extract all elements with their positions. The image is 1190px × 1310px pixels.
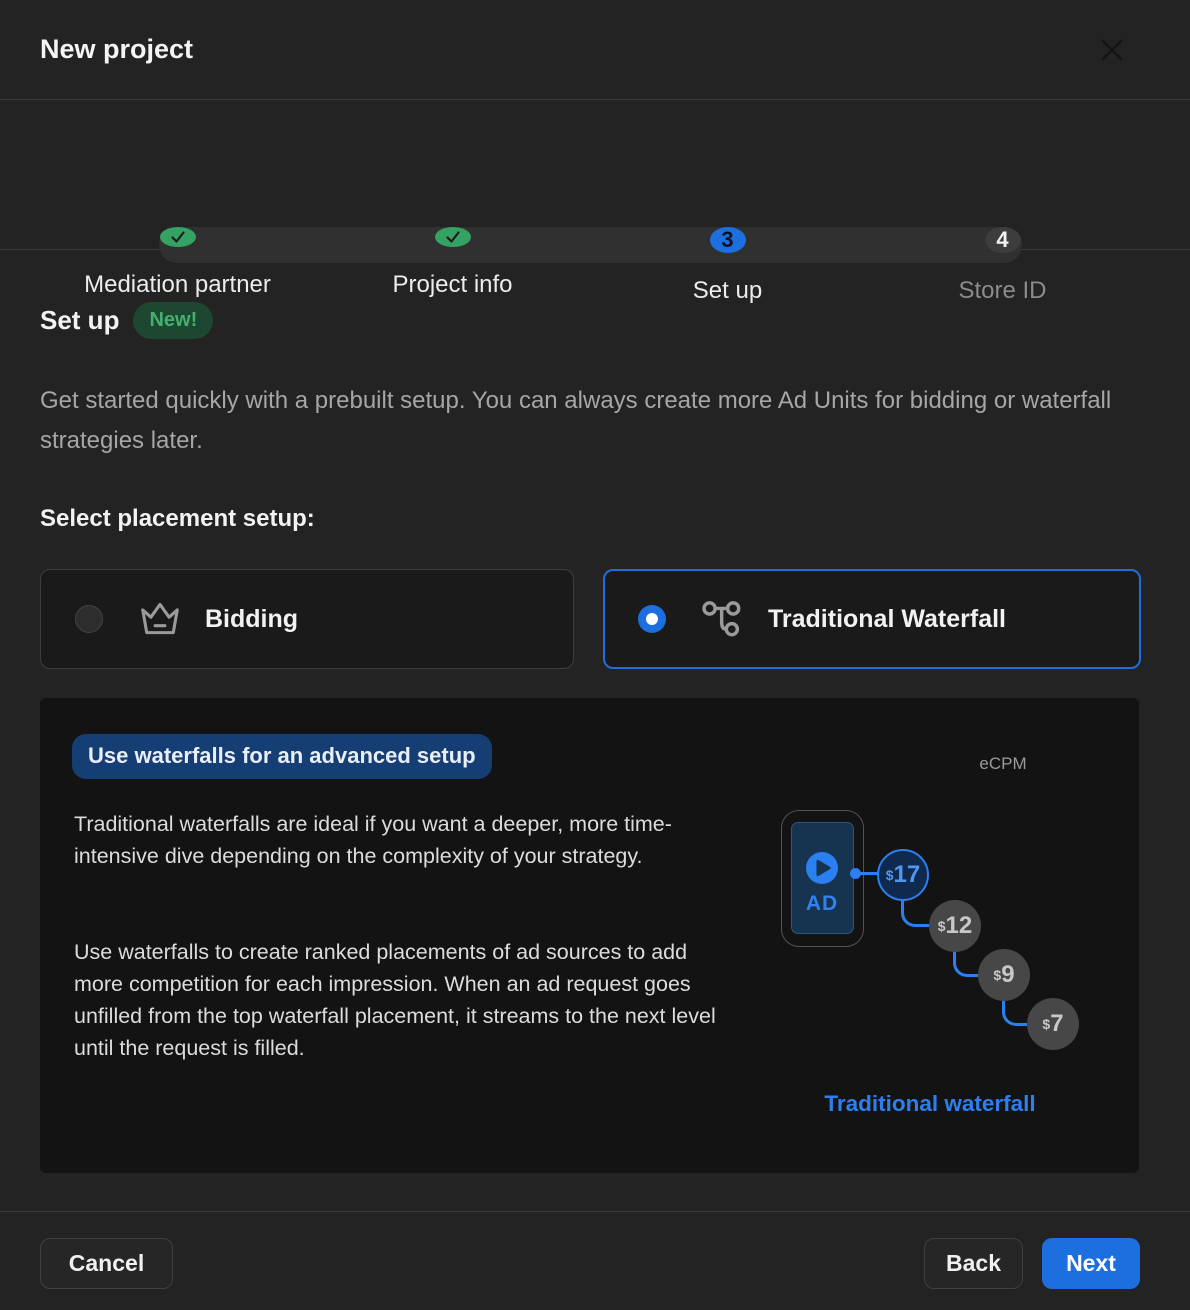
step-project-info[interactable] <box>315 100 590 298</box>
waterfall-node-1 <box>877 849 929 901</box>
connector-line <box>858 872 879 875</box>
waterfall-node-3 <box>978 949 1030 1001</box>
play-icon <box>805 851 839 885</box>
check-icon <box>443 227 463 247</box>
step-label: Store ID <box>958 277 1047 304</box>
step-number: 4 <box>996 227 1009 252</box>
step-label: Project info <box>392 271 513 298</box>
info-paragraph-1: Traditional waterfalls are ideal if you want a deeper, more time-intensive dive depending on the complexity of your strategy. <box>74 812 672 868</box>
stepper <box>0 100 1190 304</box>
node-value: 7 <box>1050 1010 1064 1037</box>
step-label: Mediation partner <box>84 271 271 298</box>
currency-symbol: $ <box>993 967 1002 983</box>
waterfall-node-2 <box>929 900 981 952</box>
step-1-circle[interactable] <box>160 227 196 247</box>
option-label: Bidding <box>205 604 299 633</box>
node-connector <box>953 952 978 977</box>
close-icon <box>1098 36 1126 64</box>
crown-icon <box>137 599 183 639</box>
phone-graphic <box>781 810 864 947</box>
node-connector <box>1002 1001 1027 1026</box>
waterfall-caption: Traditional waterfall <box>824 1091 1036 1116</box>
select-placement-label: Select placement setup: <box>40 505 315 532</box>
step-store-id[interactable] <box>865 100 1140 304</box>
intro-text: Get started quickly with a prebuilt setup. You can always create more Ad Units for bidding or waterfall strategies later. <box>40 387 1112 454</box>
info-panel <box>40 698 1139 1173</box>
modal-header <box>0 0 1190 100</box>
modal-body <box>0 250 1190 1211</box>
step-2-circle[interactable] <box>435 227 471 247</box>
back-button[interactable]: Back <box>924 1238 1023 1289</box>
modal-title: New project <box>40 34 194 64</box>
ad-label: AD <box>805 891 839 915</box>
section-title: Set up <box>40 305 120 335</box>
step-label: Set up <box>692 277 763 304</box>
highlight-title: Use waterfalls for an advanced setup <box>72 734 492 779</box>
check-icon <box>168 227 188 247</box>
node-value: 12 <box>945 912 973 939</box>
node-value: 9 <box>1001 961 1015 988</box>
radio-traditional-waterfall[interactable] <box>638 605 666 633</box>
option-card-bidding[interactable] <box>40 569 574 669</box>
node-value: 17 <box>893 861 921 888</box>
node-connector <box>901 901 929 927</box>
step-3-circle[interactable] <box>710 227 746 253</box>
waterfall-node-4 <box>1027 998 1079 1050</box>
step-mediation-partner[interactable] <box>40 100 315 298</box>
ecpm-label: eCPM <box>979 754 1027 773</box>
option-label: Traditional Waterfall <box>768 604 1007 633</box>
radio-bidding[interactable] <box>75 605 103 633</box>
option-card-traditional-waterfall[interactable] <box>603 569 1141 669</box>
modal-footer <box>0 1211 1190 1310</box>
next-button[interactable]: Next <box>1042 1238 1140 1289</box>
phone-screen <box>791 822 854 934</box>
currency-symbol: $ <box>937 918 946 934</box>
cancel-button[interactable]: Cancel <box>40 1238 173 1289</box>
step-set-up[interactable] <box>590 100 865 304</box>
currency-symbol: $ <box>885 867 894 883</box>
step-number: 3 <box>721 227 734 252</box>
info-paragraph-2: Use waterfalls to create ranked placements of ad sources to add more competition for each impression. When an ad request goes unfilled from the top waterfall placement, it streams to the next level until the request is filled. <box>74 940 716 1060</box>
close-button[interactable] <box>1094 32 1130 68</box>
waterfall-branch-icon <box>700 596 746 642</box>
step-4-circle[interactable] <box>985 227 1021 253</box>
new-badge: New! <box>133 302 213 339</box>
currency-symbol: $ <box>1042 1016 1051 1032</box>
